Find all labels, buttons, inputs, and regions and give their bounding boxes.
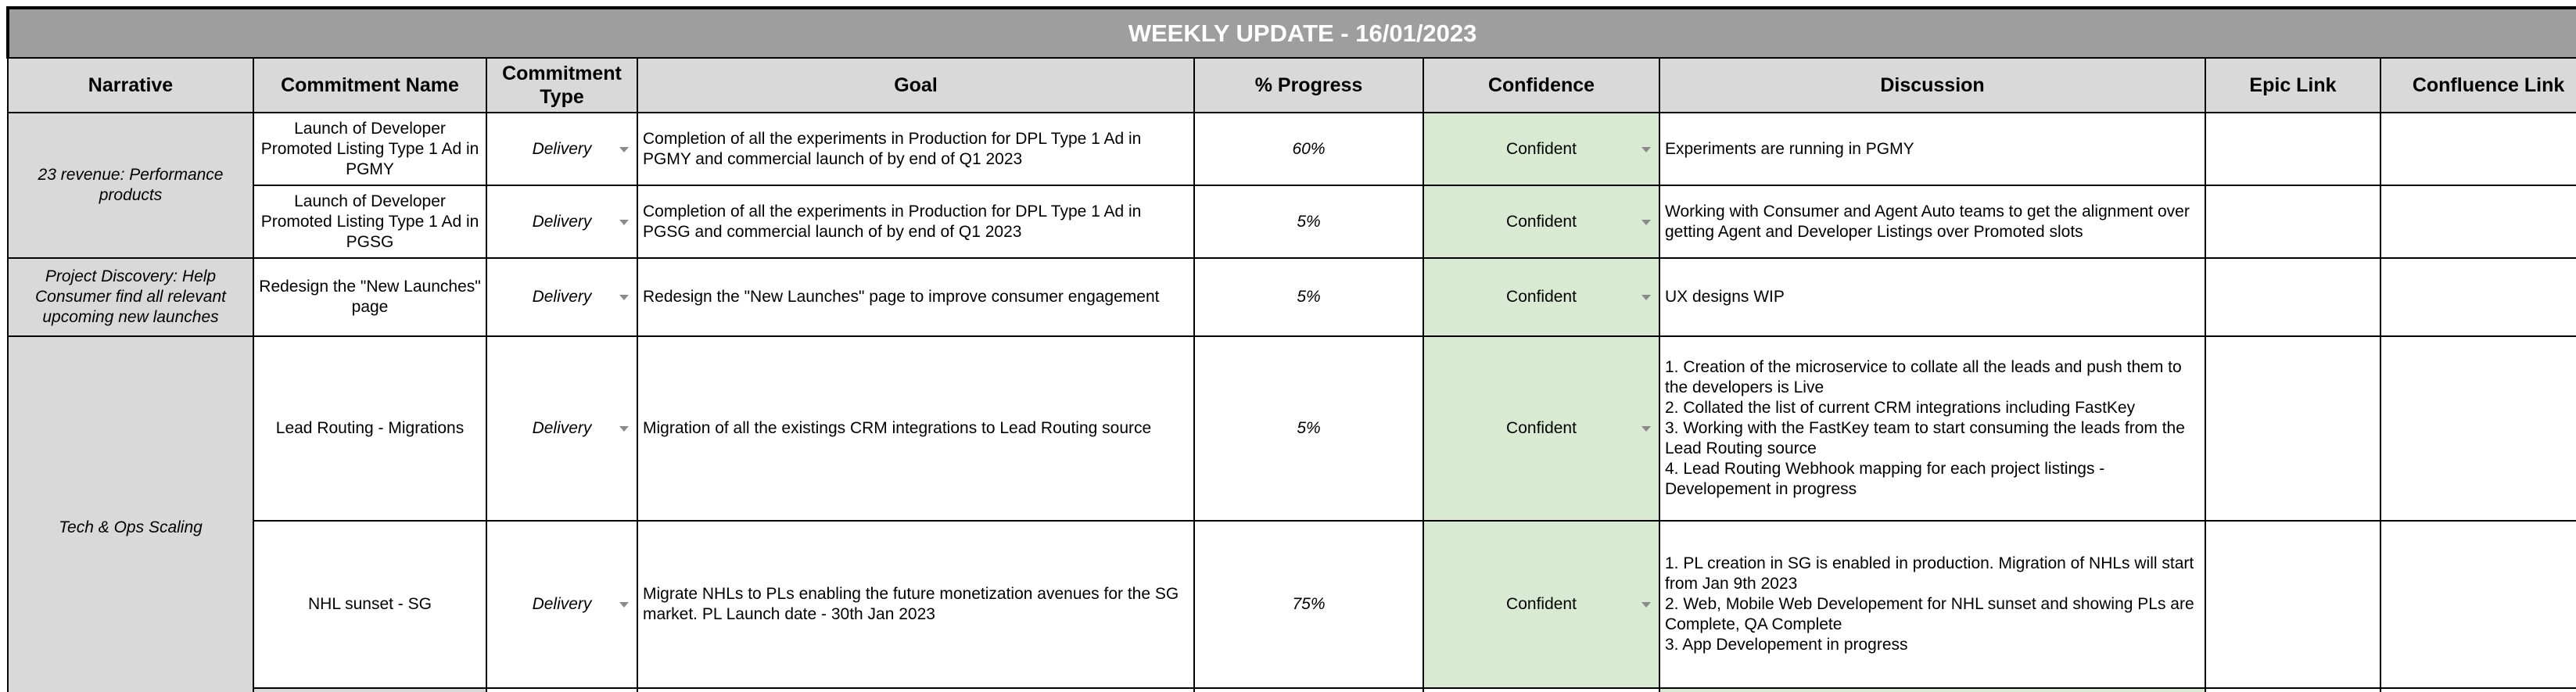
dropdown-arrow-icon[interactable] <box>1641 426 1651 432</box>
discussion-cell[interactable] <box>1659 336 2205 521</box>
progress-cell[interactable]: 5% <box>1194 336 1423 521</box>
commitment-type-dropdown[interactable] <box>637 688 1194 692</box>
discussion-line: 2. Web, Mobile Web Developement for NHL sunset and showing PLs are Complete, QA Complete <box>1665 595 2194 633</box>
header-row <box>8 58 2576 113</box>
commitment-name-cell[interactable]: Lead Routing - Migrations <box>253 336 486 521</box>
table-row <box>8 258 2576 336</box>
table-row <box>8 185 2576 258</box>
confluence-link-cell[interactable] <box>2380 336 2576 521</box>
confidence-dropdown[interactable] <box>1423 336 1659 521</box>
progress-cell[interactable]: 60% <box>1194 113 1423 185</box>
commitment-name-cell[interactable]: NHL sunset - SG <box>253 521 486 688</box>
dropdown-arrow-icon[interactable] <box>1641 295 1651 300</box>
discussion-line: 3. Working with the FastKey team to start consuming the leads from the Lead Routing source <box>1665 419 2185 457</box>
confluence-link-cell[interactable] <box>2380 185 2576 258</box>
confidence-value: Confident <box>1506 419 1577 437</box>
confidence-value: Confident <box>1506 288 1577 306</box>
goal-cell[interactable]: Redesign the "New Launches" page to improve consumer engagement <box>637 258 1194 336</box>
goal-cell[interactable]: Completion of all the experiments in Production for DPL Type 1 Ad in PGMY and commercial launch of by end of Q1 2023 <box>637 113 1194 185</box>
epic-link-cell[interactable] <box>2205 336 2380 521</box>
dropdown-arrow-icon[interactable] <box>1641 220 1651 225</box>
weekly-update-table <box>6 6 2576 692</box>
narrative-cell[interactable]: 23 revenue: Performance products <box>8 113 253 258</box>
epic-link-cell[interactable] <box>2205 113 2380 185</box>
discussion-cell[interactable] <box>1659 521 2205 688</box>
dropdown-arrow-icon[interactable] <box>619 147 629 152</box>
goal-cell[interactable] <box>1194 688 1423 692</box>
commitment-type-value: Delivery <box>532 288 592 306</box>
dropdown-arrow-icon[interactable] <box>1641 147 1651 152</box>
confidence-dropdown[interactable] <box>1659 688 2205 692</box>
narrative-cell[interactable]: Project Discovery: Help Consumer find all relevant upcoming new launches <box>8 258 253 336</box>
confluence-link-cell[interactable] <box>2380 113 2576 185</box>
confidence-value: Confident <box>1506 139 1577 158</box>
dropdown-arrow-icon[interactable] <box>619 602 629 608</box>
narrative-cell[interactable] <box>253 688 486 692</box>
progress-cell[interactable]: 75% <box>1194 521 1423 688</box>
header-confluence-link[interactable]: Confluence Link <box>2380 58 2576 113</box>
header-epic-link[interactable]: Epic Link <box>2205 58 2380 113</box>
progress-cell[interactable]: 5% <box>1194 258 1423 336</box>
header-progress[interactable]: % Progress <box>1194 58 1423 113</box>
dropdown-arrow-icon[interactable] <box>619 220 629 225</box>
header-narrative[interactable]: Narrative <box>8 58 253 113</box>
discussion-line: 1. PL creation in SG is enabled in production. Migration of NHLs will start from Jan 9th 2023 <box>1665 554 2194 593</box>
discussion-line: 3. App Developement in progress <box>1665 636 1908 654</box>
confluence-link-cell[interactable] <box>2380 258 2576 336</box>
commitment-name-cell[interactable]: Launch of Developer Promoted Listing Type 1 Ad in PGMY <box>253 113 486 185</box>
progress-cell[interactable]: 5% <box>1194 185 1423 258</box>
progress-cell[interactable] <box>1423 688 1659 692</box>
confidence-dropdown[interactable] <box>1423 521 1659 688</box>
epic-link-cell[interactable] <box>2205 521 2380 688</box>
commitment-type-dropdown[interactable] <box>486 258 637 336</box>
commitment-type-value: Delivery <box>532 212 592 231</box>
sheet-title[interactable]: WEEKLY UPDATE - 16/01/2023 <box>8 8 2576 58</box>
commitment-name-cell[interactable]: Launch of Developer Promoted Listing Type 1 Ad in PGSG <box>253 185 486 258</box>
confidence-value: Confident <box>1506 212 1577 231</box>
table-row <box>8 113 2576 185</box>
spreadsheet <box>6 6 2576 692</box>
discussion-line: Experiments are running in PGMY <box>1665 139 1914 158</box>
commitment-name-cell[interactable] <box>486 688 637 692</box>
discussion-line: UX designs WIP <box>1665 288 1785 306</box>
discussion-line: 2. Collated the list of current CRM integrations including FastKey <box>1665 399 2136 417</box>
confidence-dropdown[interactable] <box>1423 113 1659 185</box>
commitment-type-dropdown[interactable] <box>486 521 637 688</box>
confluence-link-cell[interactable] <box>2380 521 2576 688</box>
goal-cell[interactable]: Completion of all the experiments in Production for DPL Type 1 Ad in PGSG and commercial launch of by end of Q1 2023 <box>637 185 1194 258</box>
goal-cell[interactable]: Migration of all the existings CRM integrations to Lead Routing source <box>637 336 1194 521</box>
discussion-cell[interactable] <box>1659 113 2205 185</box>
confidence-value: Confident <box>1506 595 1577 613</box>
commitment-type-dropdown[interactable] <box>486 113 637 185</box>
epic-link-cell[interactable] <box>2380 688 2576 692</box>
commitment-type-value: Delivery <box>532 595 592 613</box>
header-goal[interactable]: Goal <box>637 58 1194 113</box>
epic-link-cell[interactable] <box>2205 185 2380 258</box>
goal-cell[interactable]: Migrate NHLs to PLs enabling the future monetization avenues for the SG market. PL Launch date - 30th Jan 2023 <box>637 521 1194 688</box>
discussion-line: 1. Creation of the microservice to collate all the leads and push them to the developers is Live <box>1665 358 2182 396</box>
commitment-type-value: Delivery <box>532 139 592 158</box>
header-commitment-type[interactable]: Commitment Type <box>486 58 637 113</box>
epic-link-cell[interactable] <box>2205 258 2380 336</box>
commitment-type-value: Delivery <box>532 419 592 437</box>
commitment-type-dropdown[interactable] <box>486 336 637 521</box>
confidence-dropdown[interactable] <box>1423 185 1659 258</box>
header-discussion[interactable]: Discussion <box>1659 58 2205 113</box>
dropdown-arrow-icon[interactable] <box>619 295 629 300</box>
narrative-cell[interactable]: Tech & Ops Scaling <box>8 336 253 692</box>
table-row <box>8 336 2576 521</box>
table-row <box>8 688 2576 692</box>
dropdown-arrow-icon[interactable] <box>619 426 629 432</box>
discussion-cell[interactable] <box>1659 185 2205 258</box>
discussion-line: Working with Consumer and Agent Auto teams to get the alignment over getting Agent and Developer Listings over Promoted slots <box>1665 202 2190 241</box>
discussion-cell[interactable] <box>1659 258 2205 336</box>
table-row <box>8 521 2576 688</box>
discussion-line: 4. Lead Routing Webhook mapping for each project listings - Developement in progress <box>1665 460 2105 498</box>
dropdown-arrow-icon[interactable] <box>1641 602 1651 608</box>
header-commitment-name[interactable]: Commitment Name <box>253 58 486 113</box>
confidence-dropdown[interactable] <box>1423 258 1659 336</box>
commitment-type-dropdown[interactable] <box>486 185 637 258</box>
discussion-cell[interactable] <box>2205 688 2380 692</box>
commitment-name-cell[interactable]: Redesign the "New Launches" page <box>253 258 486 336</box>
header-confidence[interactable]: Confidence <box>1423 58 1659 113</box>
